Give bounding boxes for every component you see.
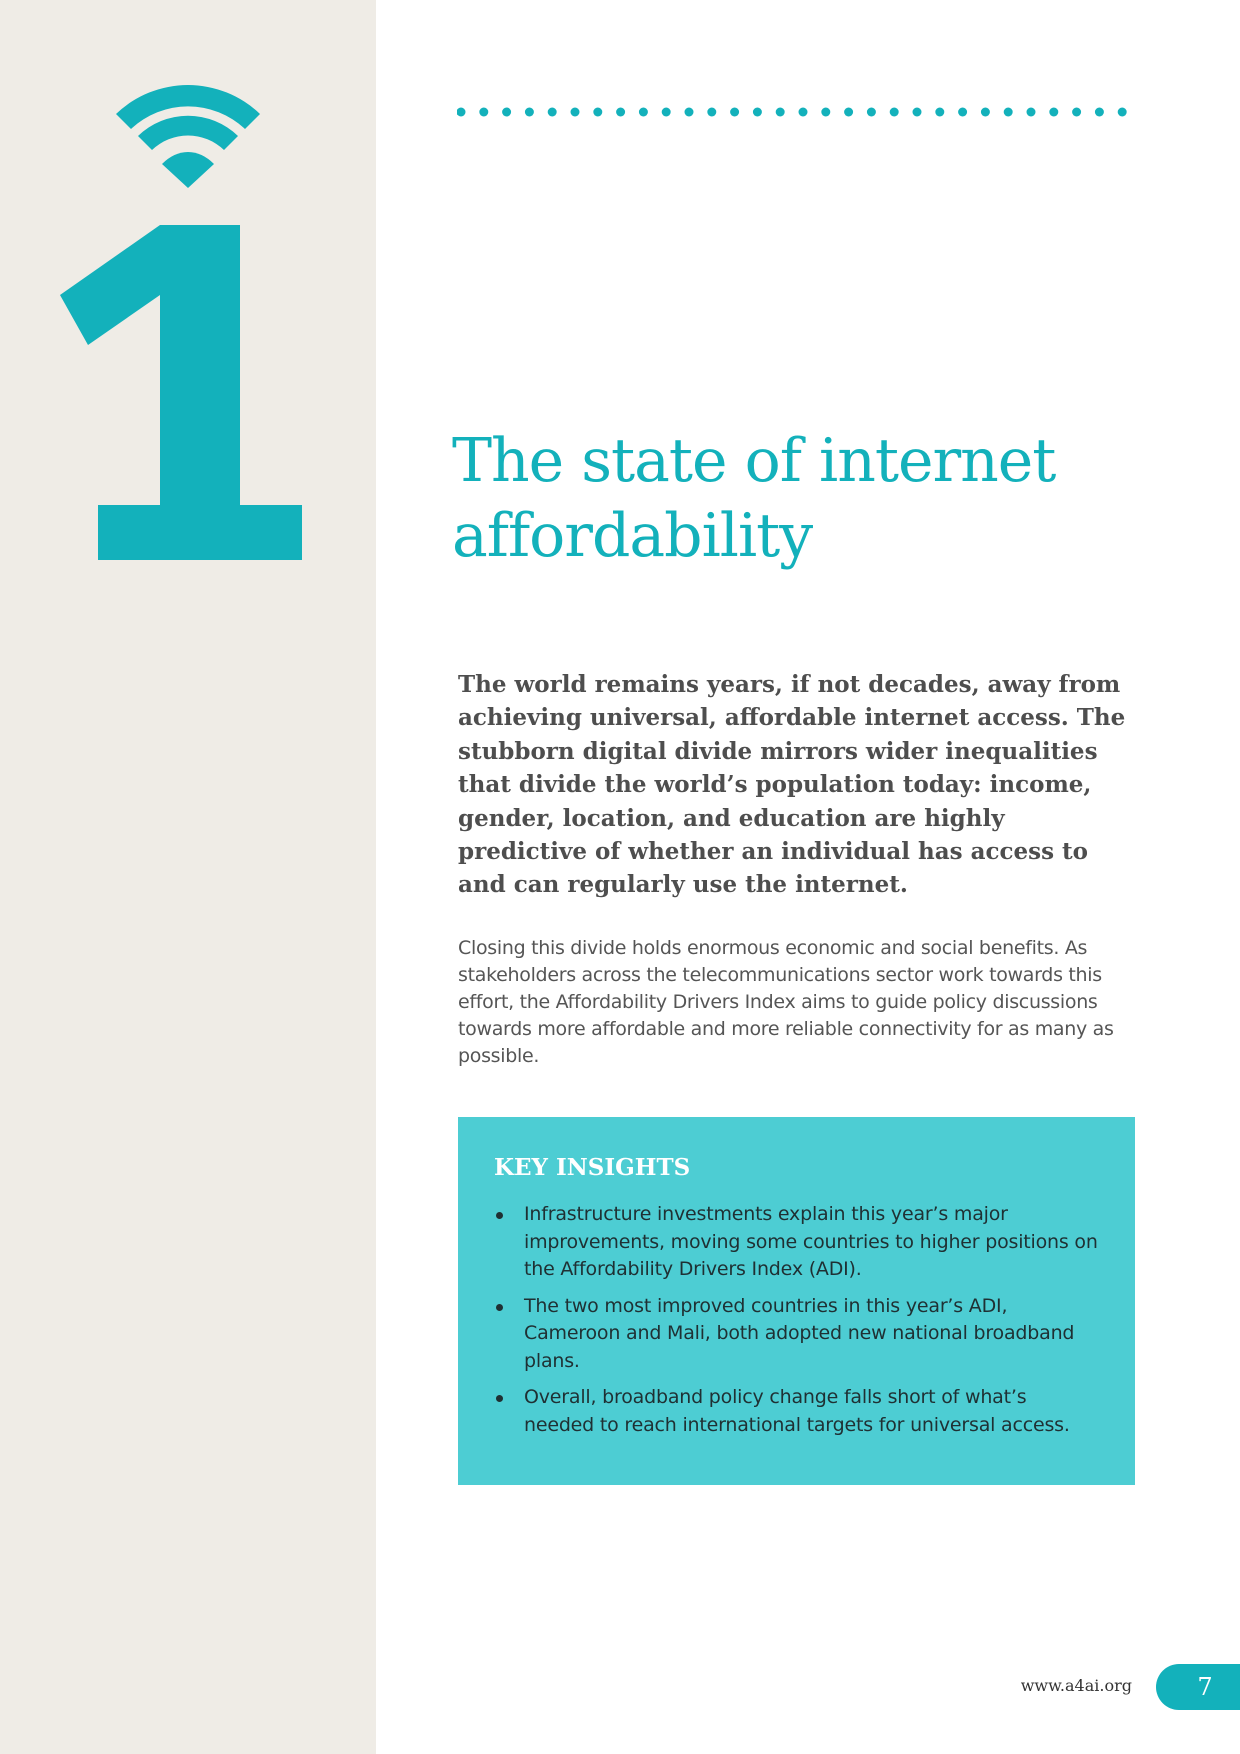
key-insights-box <box>458 1117 1135 1485</box>
lead-paragraph: The world remains years, if not decades, away from achieving universal, affordable internet access. The stubborn digital divide mirrors wider inequalities that divide the world’s population today: income, gender, location, and education are highly predictive of whether an individual has access to and can regularly use the internet. <box>458 671 1126 899</box>
bullet-icon <box>496 1395 503 1402</box>
key-insights-title: KEY INSIGHTS <box>494 1154 691 1181</box>
divider-dot <box>707 108 716 117</box>
divider-dot <box>981 108 990 117</box>
divider-dot <box>776 108 785 117</box>
divider-dot <box>457 108 466 117</box>
list-item <box>494 1201 1099 1284</box>
chapter-title-line2: affordability <box>452 501 813 571</box>
wifi-icon <box>108 78 268 190</box>
bullet-icon <box>496 1212 503 1219</box>
divider-dot <box>662 108 671 117</box>
list-item <box>494 1384 1099 1439</box>
divider-dot <box>639 108 648 117</box>
divider-dot <box>799 108 808 117</box>
divider-dot <box>479 108 488 117</box>
divider-dot <box>753 108 762 117</box>
divider-dot <box>1049 108 1058 117</box>
dotted-divider <box>457 106 1137 118</box>
body-paragraph: Closing this divide holds enormous economic and social benefits. As stakeholders across the telecommunications sector work towards this effort, the Affordability Drivers Index aims to guide policy discussions towards more affordable and more reliable connectivity for as many as possible. <box>458 937 1114 1067</box>
divider-dot <box>867 108 876 117</box>
divider-dot <box>935 108 944 117</box>
divider-dot <box>1027 108 1036 117</box>
divider-dot <box>1118 108 1127 117</box>
insight-text: Infrastructure investments explain this year’s major improvements, moving some countries to higher positions on the Affordability Drivers Index (ADI). <box>524 1203 1098 1280</box>
divider-dot <box>958 108 967 117</box>
chapter-number-graphic <box>60 225 310 560</box>
list-item <box>494 1293 1099 1376</box>
divider-dot <box>525 108 534 117</box>
divider-dot <box>685 108 694 117</box>
divider-dot <box>844 108 853 117</box>
chapter-title <box>452 424 1172 574</box>
divider-dot <box>730 108 739 117</box>
sidebar-panel <box>0 0 376 1754</box>
insight-text: Overall, broadband policy change falls short of what’s needed to reach international targets for universal access. <box>524 1386 1070 1436</box>
divider-dot <box>890 108 899 117</box>
divider-dot <box>913 108 922 117</box>
chapter-title-line1: The state of internet <box>452 426 1056 496</box>
bullet-icon <box>496 1304 503 1311</box>
divider-dot <box>1072 108 1081 117</box>
page-number: 7 <box>1197 1673 1213 1701</box>
divider-dot <box>548 108 557 117</box>
divider-dot <box>593 108 602 117</box>
footer-url[interactable]: www.a4ai.org <box>1020 1676 1132 1695</box>
insight-text: The two most improved countries in this year’s ADI, Cameroon and Mali, both adopted new national broadband plans. <box>524 1294 1075 1372</box>
divider-dot <box>1004 108 1013 117</box>
divider-dot <box>616 108 625 117</box>
divider-dot <box>821 108 830 117</box>
divider-dot <box>571 108 580 117</box>
divider-dot <box>502 108 511 117</box>
divider-dot <box>1095 108 1104 117</box>
key-insights-list <box>494 1201 1099 1439</box>
